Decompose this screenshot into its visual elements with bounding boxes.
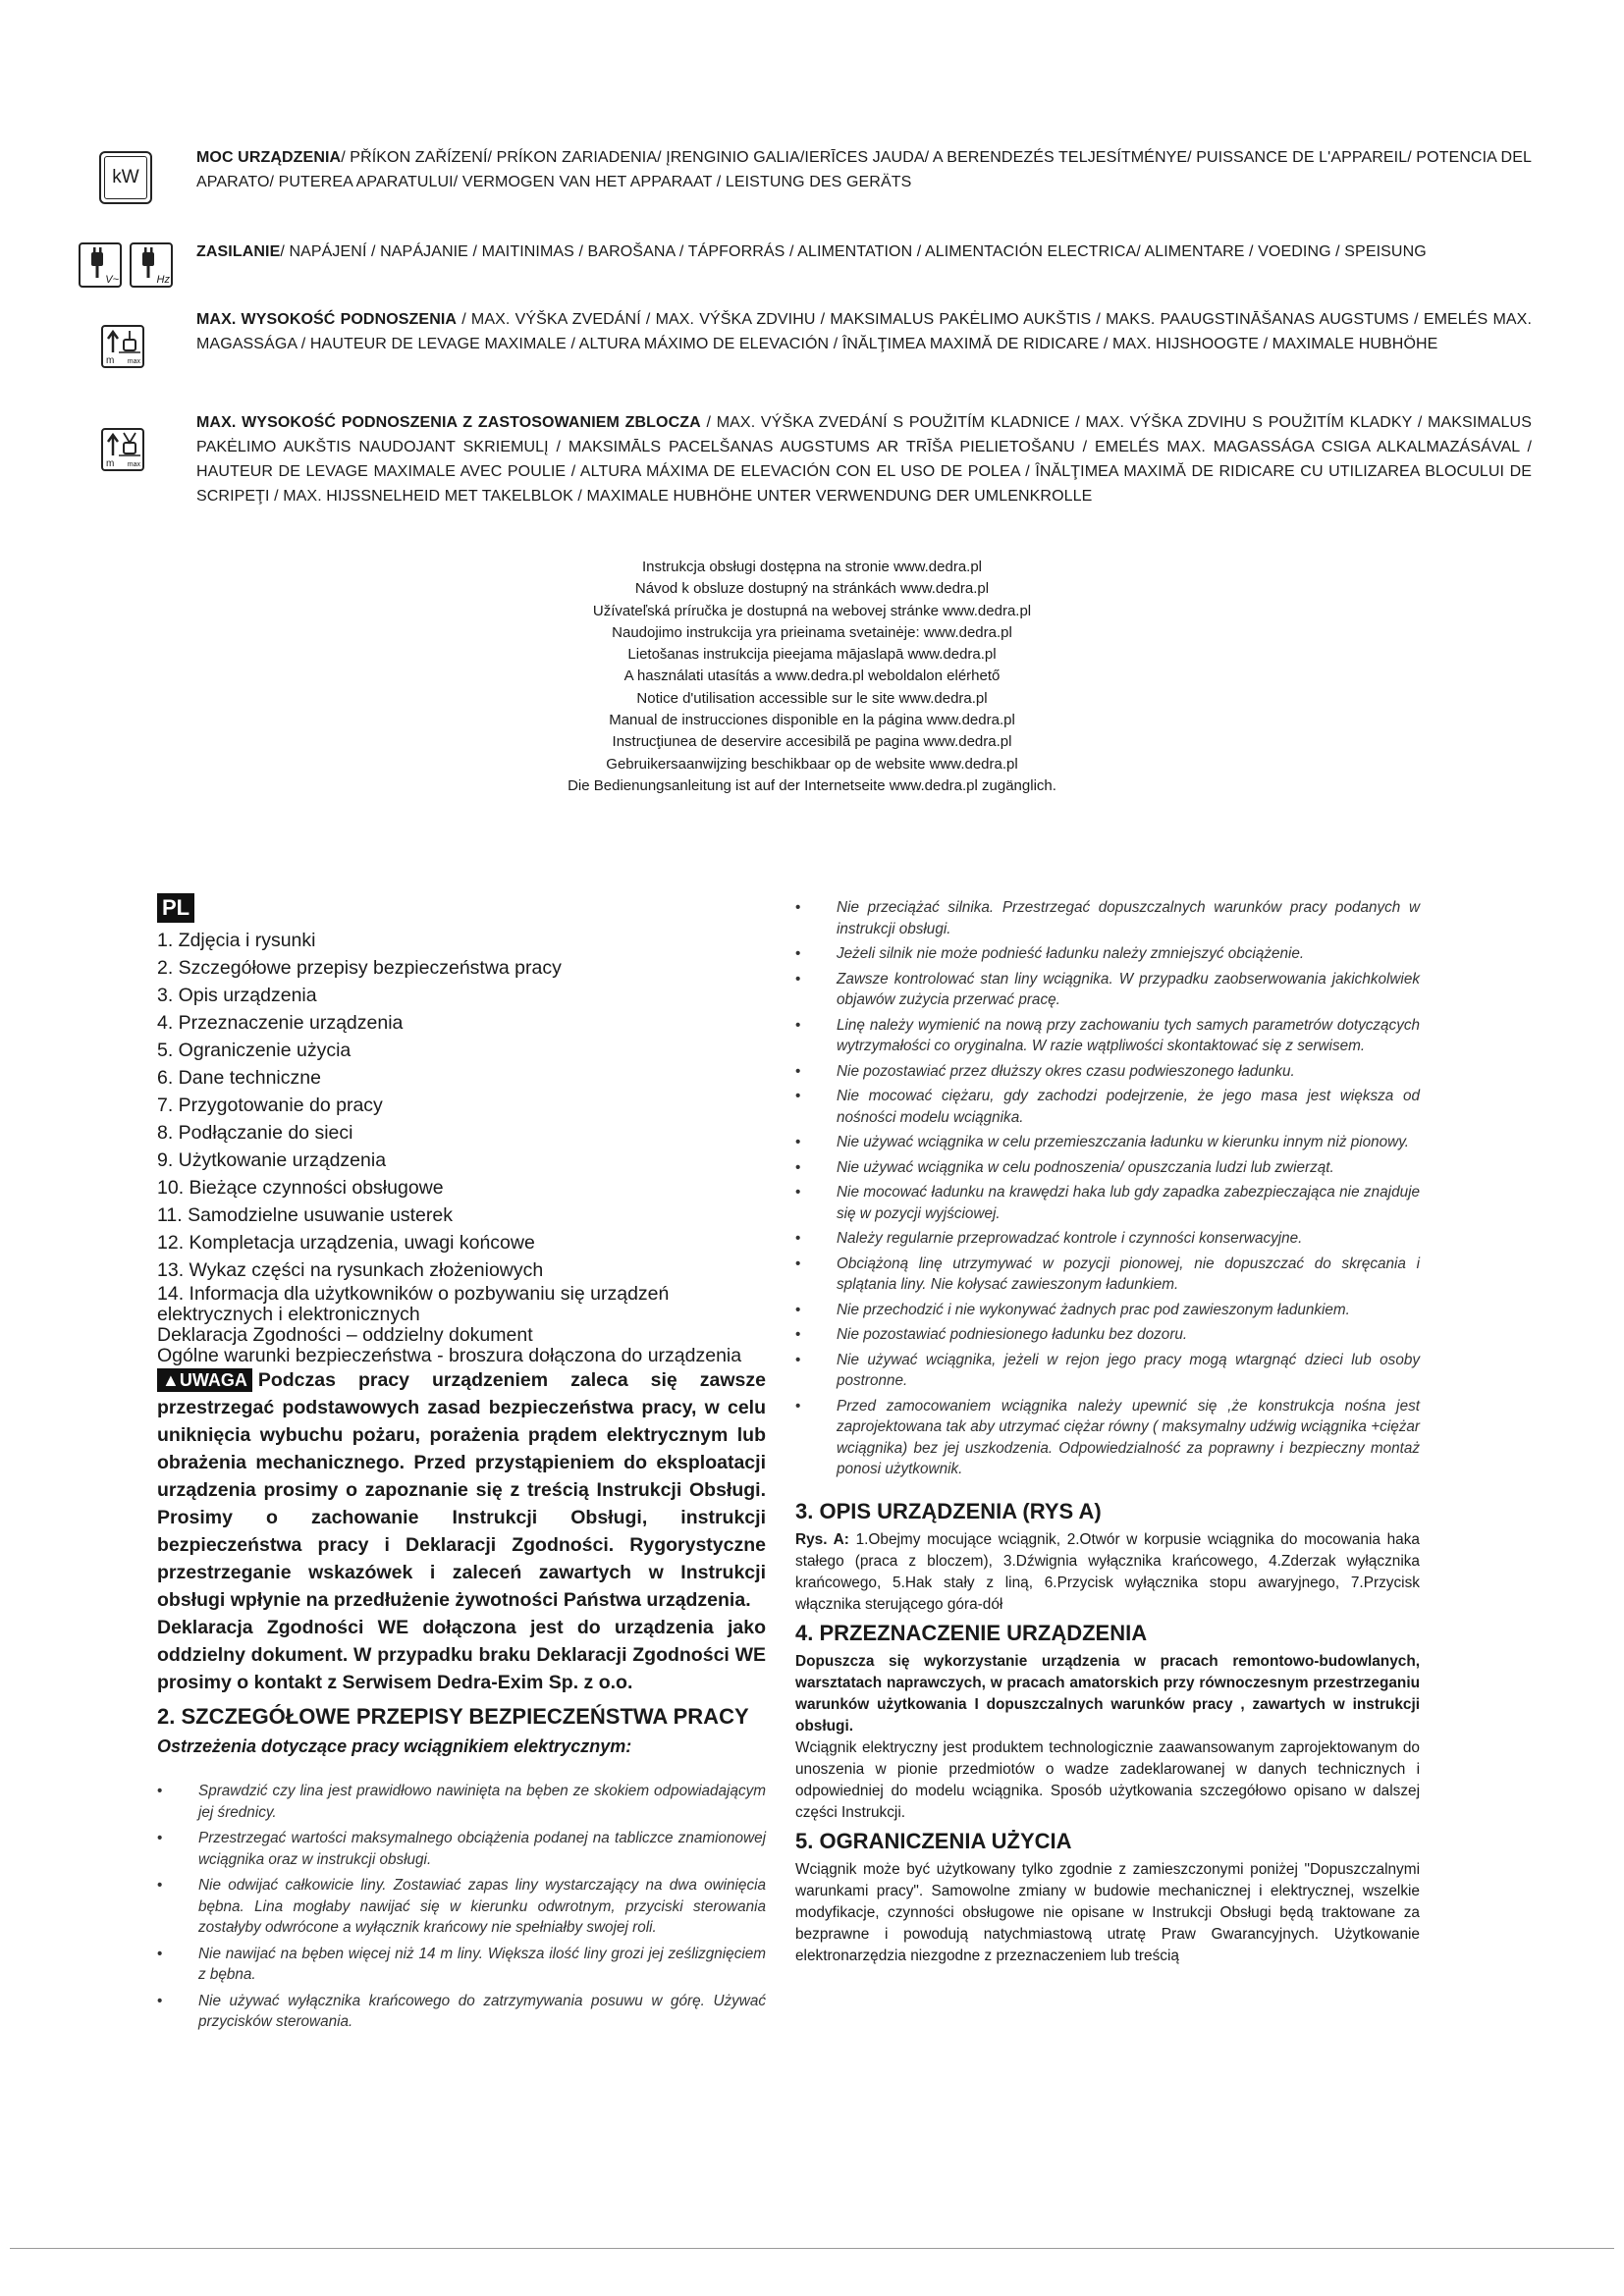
toc-item: 11. Samodzielne usuwanie usterek (157, 1204, 453, 1226)
section-3-body: 1.Obejmy mocujące wciągnik, 2.Otwór w korpusie wciągnika do mocowania haka stałego (praca z bloczem), 3.Dźwignia wyłącznika krańcowego, 4.Zderzak wyłącznika krańcowego, 5.Hak stały z liną, 6.Przycisk wyłącznika stopu awaryjnego, 7.Przycisk włącznika sterującego góra-dół (795, 1530, 1420, 1613)
manual-line: Die Bedienungsanleitung ist auf der Internetseite www.dedra.pl zugänglich. (568, 776, 1056, 794)
manual-line: Naudojimo instrukcija yra prieinama svetainėje: www.dedra.pl (612, 623, 1012, 641)
toc-item: Ogólne warunki bezpieczeństwa - broszura dołączona do urządzenia (157, 1345, 742, 1366)
bottom-divider (10, 2248, 1614, 2249)
toc-item: 6. Dane techniczne (157, 1067, 321, 1089)
max-label: max (127, 461, 140, 468)
symbol-heading: MAX. WYSOKOŚĆ PODNOSZENIA (196, 311, 458, 328)
icon-column (79, 240, 196, 286)
warning-block (157, 1366, 766, 1614)
symbol-heading: ZASILANIE (196, 243, 281, 260)
manual-line: Instrukcja obsługi dostępna na stronie www.dedra.pl (641, 559, 983, 575)
section-2-subtitle: Ostrzeżenia dotyczące pracy wciągnikiem elektrycznym: (157, 1736, 632, 1756)
symbol-text-lift-height-pulley (196, 410, 1532, 508)
max-lift-height-icon (101, 325, 144, 368)
toc-item: 9. Użytkowanie urządzenia (157, 1149, 387, 1171)
right-column (795, 897, 1420, 1967)
symbol-row-lift-height-pulley (79, 410, 1532, 508)
list-item: • Nie nawijać na bęben więcej niż 14 m liny. Większa ilość liny grozi jej ześlizgnięciem z bębna. (157, 1944, 766, 1986)
max-lift-height-pulley-icon (101, 428, 144, 471)
voltage-label: V~ (105, 274, 119, 286)
list-item: • Przed zamocowaniem wciągnika należy upewnić się ,że konstrukcja nośna jest zaprojektowana tak aby utrzymać ciężar równy ( maksymalny udźwig wciągnika +ciężar wciągnika) bez jej uszkodzenia. Odpowiedzialność za poprawny i bezpieczny montaż ponosi użytkownik. (795, 1396, 1420, 1480)
manual-line: Notice d'utilisation accessible sur le site www.dedra.pl (636, 689, 988, 707)
toc-item: 2. Szczegółowe przepisy bezpieczeństwa pracy (157, 957, 562, 979)
toc-item: 5. Ograniczenie użycia (157, 1040, 352, 1061)
list-item: • Nie używać wciągnika, jeżeli w rejon jego pracy mogą wtargnąć dzieci lub osoby postronne. (795, 1350, 1420, 1392)
list-item: • Nie używać wyłącznika krańcowego do zatrzymywania posuwu w górę. Używać przycisków sterowania. (157, 1991, 766, 2033)
manual-line: Manual de instrucciones disponible en la página www.dedra.pl (609, 712, 1015, 729)
manual-line: Gebruikersaanwijzing beschikbaar op de website www.dedra.pl (606, 755, 1018, 773)
warning-badge-label: UWAGA (179, 1370, 247, 1390)
list-item: • Jeżeli silnik nie może podnieść ładunku należy zmniejszyć obciążenie. (795, 943, 1420, 965)
toc-item: 10. Bieżące czynności obsługowe (157, 1177, 444, 1199)
toc-item: 7. Przygotowanie do pracy (157, 1095, 383, 1116)
warning-text: Podczas pracy urządzeniem zaleca się zawsze przestrzegać podstawowych zasad bezpieczeństwa pracy, w celu uniknięcia wybuchu pożaru, porażenia prądem elektrycznym lub obrażenia mechanicznego. Przed przystąpieniem do eksploatacji urządzenia prosimy o zapoznanie się z treścią Instrukcji Obsługi. Prosimy o zachowanie Instrukcji Obsługi, instrukcji bezpieczeństwa pracy i Deklaracji Zgodności. Rygorystyczne przestrzeganie wskazówek i zaleceń zawartych w Instrukcji obsługi wpłynie na przedłużenie żywotności Państwa urządzenia. (157, 1369, 766, 1611)
list-item: • Nie używać wciągnika w celu przemieszczania ładunku w kierunku innym niż pionowy. (795, 1132, 1420, 1153)
symbol-heading: MAX. WYSOKOŚĆ PODNOSZENIA Z ZASTOSOWANIEM ZBLOCZA (196, 414, 701, 431)
figure-label: Rys. A: (795, 1530, 849, 1548)
symbol-text-power (196, 145, 1532, 194)
section-4-bold-text: Dopuszcza się wykorzystanie urządzenia w pracach remontowo-budowlanych, warsztatach naprawczych, w pracach amatorskich przy równoczesnym przestrzeganiu warunków użytkowania I dopuszczalnych warunków pracy , zawartych w instrukcji obsługi. (795, 1652, 1420, 1735)
symbol-translations: / MAX. VÝŠKA ZVEDÁNÍ / MAX. VÝŠKA ZDVIHU / MAKSIMALUS PAKĖLIMO AUKŠTIS / MAKS. PAAUGSTINĀŠANAS AUGSTUMS / EMELÉS MAX. MAGASSÁGA / HAUTEUR DE LEVAGE MAXIMALE / ALTURA MÁXIMO DE ELEVACIÓN / ÎNĂLŢIMEA MAXIMĂ DE RIDICARE / MAX. HIJSHOOGTE / MAXIMALE HUBHÖHE (196, 311, 1532, 352)
symbol-text-lift-height (196, 307, 1532, 356)
toc-item: 1. Zdjęcia i rysunki (157, 930, 316, 951)
symbol-translations: / MAX. VÝŠKA ZVEDÁNÍ S POUŽITÍM KLADNICE / MAX. VÝŠKA ZDVIHU S POUŽITÍM KLADKY / MAKSIMALUS PAKĖLIMO AUKŠTIS NAUDOJANT SKRIEMULĮ / MAKSIMĀLS PACELŠANAS AUGSTUMS AR TRĪŠA PIELIETOŠANU / EMELÉS MAX. MAGASSÁGA CSIGA ALKALMAZÁSÁVAL / HAUTEUR DE LEVAGE MAXIMALE AVEC POULIE / ALTURA MÁXIMA DE ELEVACIÓN CON EL USO DE POLEA / ÎNĂLŢIMEA MAXIMĂ DE RIDICARE CU UTILIZAREA BLOCULUI DE SCRIPEŢI / MAX. HIJSSNELHEID MET TAKELBLOK / MAXIMALE HUBHÖHE UNTER VERWENDUNG DER UMLENKROLLE (196, 414, 1532, 505)
icon-column (79, 410, 196, 508)
meter-label: m (106, 355, 115, 366)
symbol-row-power (79, 145, 1532, 194)
list-item: • Zawsze kontrolować stan liny wciągnika. W przypadku zaobserwowania jakichkolwiek objawów zużycia przerwać pracę. (795, 969, 1420, 1011)
power-supply-icon (79, 242, 122, 288)
meter-label: m (106, 458, 115, 469)
kw-icon (99, 151, 152, 204)
toc-item: 13. Wykaz części na rysunkach złożeniowych (157, 1259, 544, 1281)
manual-line: Instrucţiunea de deservire accesibilă pe pagina www.dedra.pl (612, 733, 1012, 751)
frequency-icon (130, 242, 173, 288)
list-item: • Nie używać wciągnika w celu podnoszenia/ opuszczania ludzi lub zwierząt. (795, 1157, 1420, 1179)
list-item: • Nie przeciążać silnika. Przestrzegać dopuszczalnych warunków pracy podanych w instrukcji obsługi. (795, 897, 1420, 939)
frequency-label: Hz (156, 274, 170, 286)
list-item: • Linę należy wymienić na nową przy zachowaniu tych samych parametrów dotyczących wytrzymałości co oryginalna. W razie wątpliwości skontaktować się z serwisem. (795, 1015, 1420, 1057)
section-5-text: Wciągnik może być użytkowany tylko zgodnie z zamieszczonymi poniżej "Dopuszczalnymi warunkami pracy". Samowolne zmiany w budowie mechanicznej i elektrycznej, wszelkie modyfikacje, czynności obsługowe nie opisane w Instrukcji Obsługi będą traktowane za bezprawne i powodują natychmiastową utratę Praw Gwarancyjnych. Użytkowanie elektronarzędzia niezgodne z przeznaczeniem lub treścią (795, 1860, 1420, 1964)
symbol-row-supply (79, 240, 1532, 286)
safety-bullet-list (157, 1781, 766, 2033)
section-3-title: 3. OPIS URZĄDZENIA (RYS A) (795, 1498, 1102, 1523)
list-item: • Należy regularnie przeprowadzać kontrole i czynności konserwacyjne. (795, 1228, 1420, 1250)
manual-line: Návod k obsluze dostupný na stránkách www.dedra.pl (634, 580, 990, 598)
list-item: • Obciążoną linę utrzymywać w pozycji pionowej, nie dopuszczać do skręcania i splątania liny. Nie kołysać zawieszonym ładunkiem. (795, 1254, 1420, 1296)
list-item: • Nie mocować ciężaru, gdy zachodzi podejrzenie, że jego masa jest większa od nośności modelu wciągnika. (795, 1086, 1420, 1128)
toc-item: 14. Informacja dla użytkowników o pozbywaniu się urządzeń elektrycznych i elektronicznych (157, 1283, 670, 1325)
manual-line: Užívateľská príručka je dostupná na webovej stránke www.dedra.pl (592, 602, 1032, 619)
section-3-text (795, 1529, 1420, 1616)
symbol-text-supply (196, 240, 1532, 264)
manual-availability-block (295, 557, 1329, 797)
manual-line: A használati utasítás a www.dedra.pl weboldalon elérhető (623, 667, 1001, 685)
section-2-title: 2. SZCZEGÓŁOWE PRZEPISY BEZPIECZEŃSTWA PRACY (157, 1704, 749, 1729)
symbol-translations: / NAPÁJENÍ / NAPÁJANIE / MAITINIMAS / BAROŠANA / TÁPFORRÁS / ALIMENTATION / ALIMENTACIÓN ELECTRICA/ ALIMENTARE / VOEDING / SPEISUNG (280, 243, 1427, 260)
list-item: • Nie pozostawiać podniesionego ładunku bez dozoru. (795, 1324, 1420, 1346)
list-item: • Nie pozostawiać przez dłuższy okres czasu podwieszonego ładunku. (795, 1061, 1420, 1083)
warning-triangle-icon: ▲ (162, 1370, 180, 1390)
left-column (157, 893, 766, 2038)
symbol-row-lift-height (79, 307, 1532, 366)
toc-item: 4. Przeznaczenie urządzenia (157, 1012, 404, 1034)
list-item: • Nie odwijać całkowicie liny. Zostawiać zapas liny wystarczający na dwa owinięcia bębna. Lina mogłaby nawijać się w kierunku odwrotnym, przyciski sterowania zostałyby odwrócone a wyłącznik krańcowy nie spełniałby swojej roli. (157, 1875, 766, 1939)
warning-badge (157, 1368, 252, 1392)
toc-item: Deklaracja Zgodności – oddzielny dokument (157, 1324, 533, 1346)
declaration-text: Deklaracja Zgodności WE dołączona jest do urządzenia jako oddzielny dokument. W przypadku braku Deklaracji Zgodności WE prosimy o kontakt z Serwisem Dedra-Exim Sp. z o.o. (157, 1617, 766, 1693)
list-item: • Sprawdzić czy lina jest prawidłowo nawinięta na bęben ze skokiem odpowiadającym jej średnicy. (157, 1781, 766, 1823)
icon-column (79, 307, 196, 366)
toc-item: 8. Podłączanie do sieci (157, 1122, 353, 1144)
kw-icon-label: kW (112, 167, 139, 187)
toc-item: 3. Opis urządzenia (157, 985, 317, 1006)
manual-line: Lietošanas instrukcija pieejama mājaslapā www.dedra.pl (627, 646, 997, 664)
list-item: • Nie przechodzić i nie wykonywać żadnych prac pod zawieszonym ładunkiem. (795, 1300, 1420, 1321)
section-5-title: 5. OGRANICZENIA UŻYCIA (795, 1828, 1072, 1853)
max-label: max (127, 358, 140, 365)
table-of-contents (157, 927, 766, 1366)
section-4-title: 4. PRZEZNACZENIE URZĄDZENIA (795, 1620, 1148, 1645)
safety-bullet-list-continued (795, 897, 1420, 1480)
section-4-text: Wciągnik elektryczny jest produktem technologicznie zaawansowanym zaprojektowanym do unoszenia w pionie przedmiotów o wadze zadeklarowanej w danych technicznych i odpowiedniej do modelu wciągnika. Sposób użytkowania szczegółowo opisano w dalszej części Instrukcji. (795, 1738, 1420, 1821)
list-item: • Przestrzegać wartości maksymalnego obciążenia podanej na tabliczce znamionowej wciągnika oraz w instrukcji obsługi. (157, 1828, 766, 1870)
symbol-translations: / PŘÍKON ZAŘÍZENÍ/ PRÍKON ZARIADENIA/ ĮRENGINIO GALIA/IERĪCES JAUDA/ A BERENDEZÉS TELJESÍTMÉNYE/ PUISSANCE DE L'APPAREIL/ POTENCIA DEL APARATO/ PUTEREA APARATULUI/ VERMOGEN VAN HET APPARAAT / LEISTUNG DES GERÄTS (196, 149, 1532, 190)
symbol-heading: MOC URZĄDZENIA (196, 149, 342, 166)
toc-item: 12. Kompletacja urządzenia, uwagi końcowe (157, 1232, 535, 1254)
list-item: • Nie mocować ładunku na krawędzi haka lub gdy zapadka zabezpieczająca nie znajduje się w pozycji wyjściowej. (795, 1182, 1420, 1224)
language-badge: PL (157, 893, 194, 923)
icon-column (79, 145, 196, 194)
